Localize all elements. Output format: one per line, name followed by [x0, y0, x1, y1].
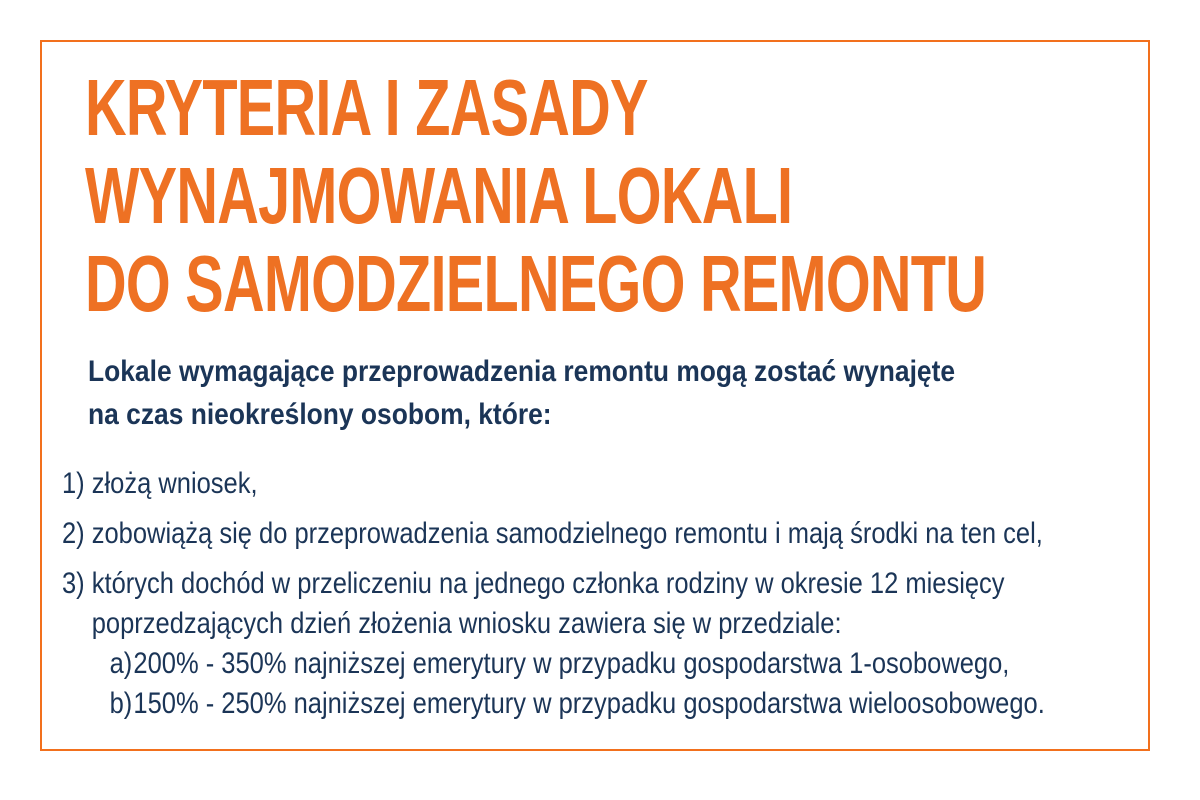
sub-list-item-b-marker: b) — [109, 687, 133, 720]
sub-list-item-b — [62, 684, 1082, 724]
list-item-3-line-2 — [62, 604, 1082, 644]
page-title-line-3: DO SAMODZIELNEGO REMONTU — [85, 239, 987, 328]
page-title-line-2: WYNAJMOWANIA LOKALI — [85, 151, 793, 240]
list-item-1-text: złożą wniosek, — [91, 467, 258, 500]
sub-list-item-b-text: 150% - 250% najniższej emerytury w przypadku gospodarstwa wieloosobowego. — [133, 687, 1045, 720]
page-title — [85, 64, 1200, 328]
sub-list-item-a-text: 200% - 350% najniższej emerytury w przypadku gospodarstwa 1-osobowego, — [133, 647, 1010, 680]
list-item-1-marker: 1) — [62, 467, 85, 500]
list-item-3-marker: 3) — [62, 567, 85, 600]
list-item-3-text-1: których dochód w przeliczeniu na jednego członka rodziny w okresie 12 miesięcy — [91, 567, 1005, 600]
list-item-3-text-2: poprzedzających dzień złożenia wniosku zawiera się w przedziale: — [91, 607, 842, 640]
list-item-1-line — [62, 464, 1082, 504]
sub-list-item-a — [62, 644, 1082, 684]
list-item-3-line-1 — [62, 564, 1082, 604]
criteria-list — [62, 464, 1200, 724]
list-item-2-line — [62, 514, 1082, 554]
intro-line-1: Lokale wymagające przeprowadzenia remontu mogą zostać wynajęte — [88, 355, 956, 388]
list-item-1 — [62, 464, 1200, 504]
list-item-2-text: zobowiążą się do przeprowadzenia samodzielnego remontu i mają środki na ten cel, — [91, 517, 1043, 550]
intro-line-2: na czas nieokreślony osobom, które: — [88, 398, 552, 431]
list-item-2 — [62, 514, 1200, 554]
list-item-2-marker: 2) — [62, 517, 85, 550]
sub-list-item-a-marker: a) — [109, 647, 133, 680]
intro-paragraph — [88, 350, 1073, 436]
list-item-3 — [62, 564, 1200, 724]
page-title-line-1: KRYTERIA I ZASADY — [85, 63, 648, 152]
